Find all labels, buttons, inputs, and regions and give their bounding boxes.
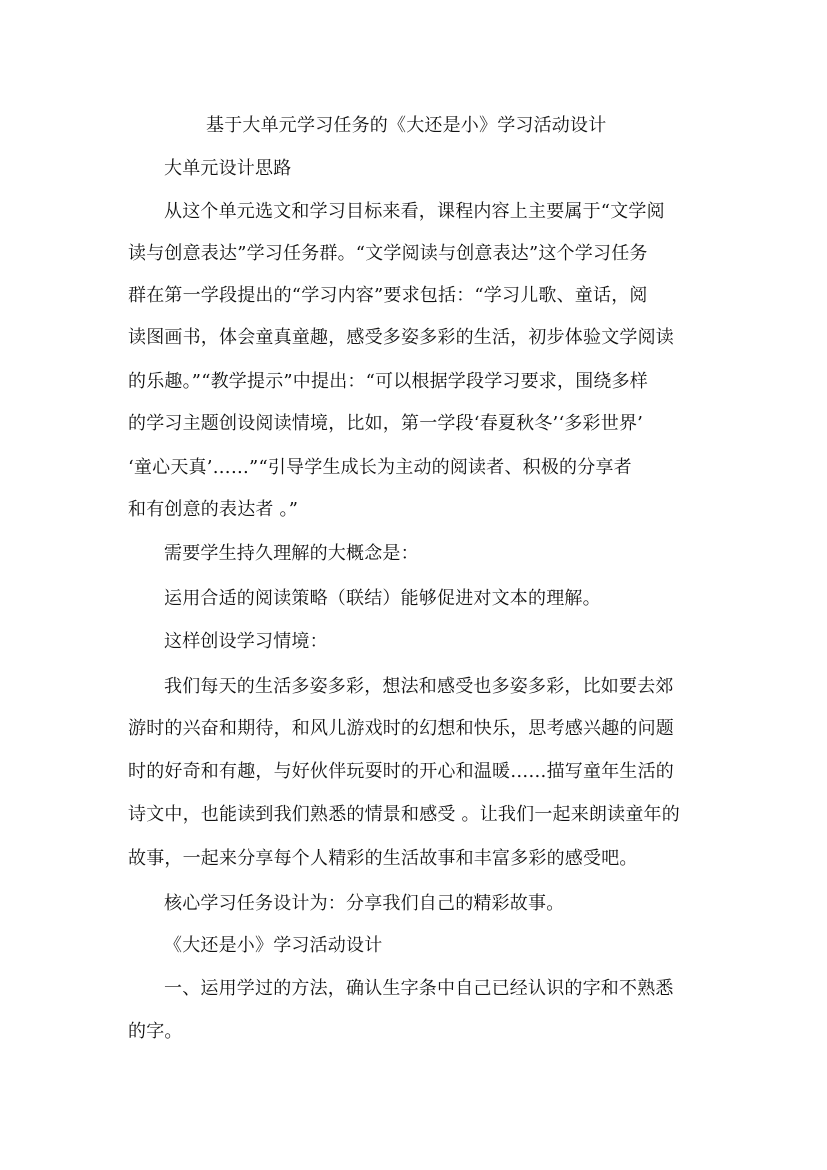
paragraph2-line: 诗文中，也能读到我们熟悉的情景和感受 。让我们一起来朗读童年的 [128,804,680,825]
paragraph1-line: 从这个单元选文和学习目标来看，课程内容上主要属于“文学阅 [164,201,665,222]
paragraph1-line: 读图画书，体会童真童趣，感受多姿多彩的生活，初步体验文学阅读 [128,327,674,348]
paragraph2-line: 我们每天的生活多姿多彩，想法和感受也多姿多彩，比如要去郊 [164,676,674,697]
paragraph2-line: 时的好奇和有趣，与好伙伴玩耍时的开心和温暖……描写童年生活的 [128,761,674,782]
document-title: 基于大单元学习任务的《大还是小》学习活动设计 [206,115,607,136]
paragraph1-line: 的乐趣。”“教学提示”中提出：“可以根据学段学习要求，围绕多样 [128,371,649,392]
paragraph1-line: ‘童心天真’……”“引导学生成长为主动的阅读者、积极的分享者 [128,457,632,478]
activity-heading: 《大还是小》学习活动设计 [164,935,383,956]
paragraph1-line: 读与创意表达”学习任务群。“文学阅读与创意表达”这个学习任务 [128,243,648,264]
situation-heading: 这样创设学习情境： [164,631,328,652]
paragraph2-line: 游时的兴奋和期待，和风儿游戏时的幻想和快乐，思考感兴趣的问题 [128,718,674,739]
paragraph1-line: 的学习主题创设阅读情境，比如，第一学段‘春夏秋冬’‘多彩世界’ [128,413,644,434]
step1-line: 的字。 [128,1021,183,1042]
concept-text: 运用合适的阅读策略（联结）能够促进对文本的理解。 [164,588,601,609]
paragraph1-line: 和有创意的表达者 。” [128,499,299,520]
section-heading: 大单元设计思路 [164,158,292,179]
concept-heading: 需要学生持久理解的大概念是： [164,543,419,564]
core-task: 核心学习任务设计为：分享我们自己的精彩故事。 [164,893,565,914]
step1-line: 一、运用学过的方法，确认生字条中自己已经认识的字和不熟悉 [164,978,674,999]
paragraph2-line: 故事，一起来分享每个人精彩的生活故事和丰富多彩的感受吧。 [128,848,638,869]
paragraph1-line: 群在第一学段提出的“学习内容”要求包括：“学习儿歌、童话，阅 [128,285,648,306]
